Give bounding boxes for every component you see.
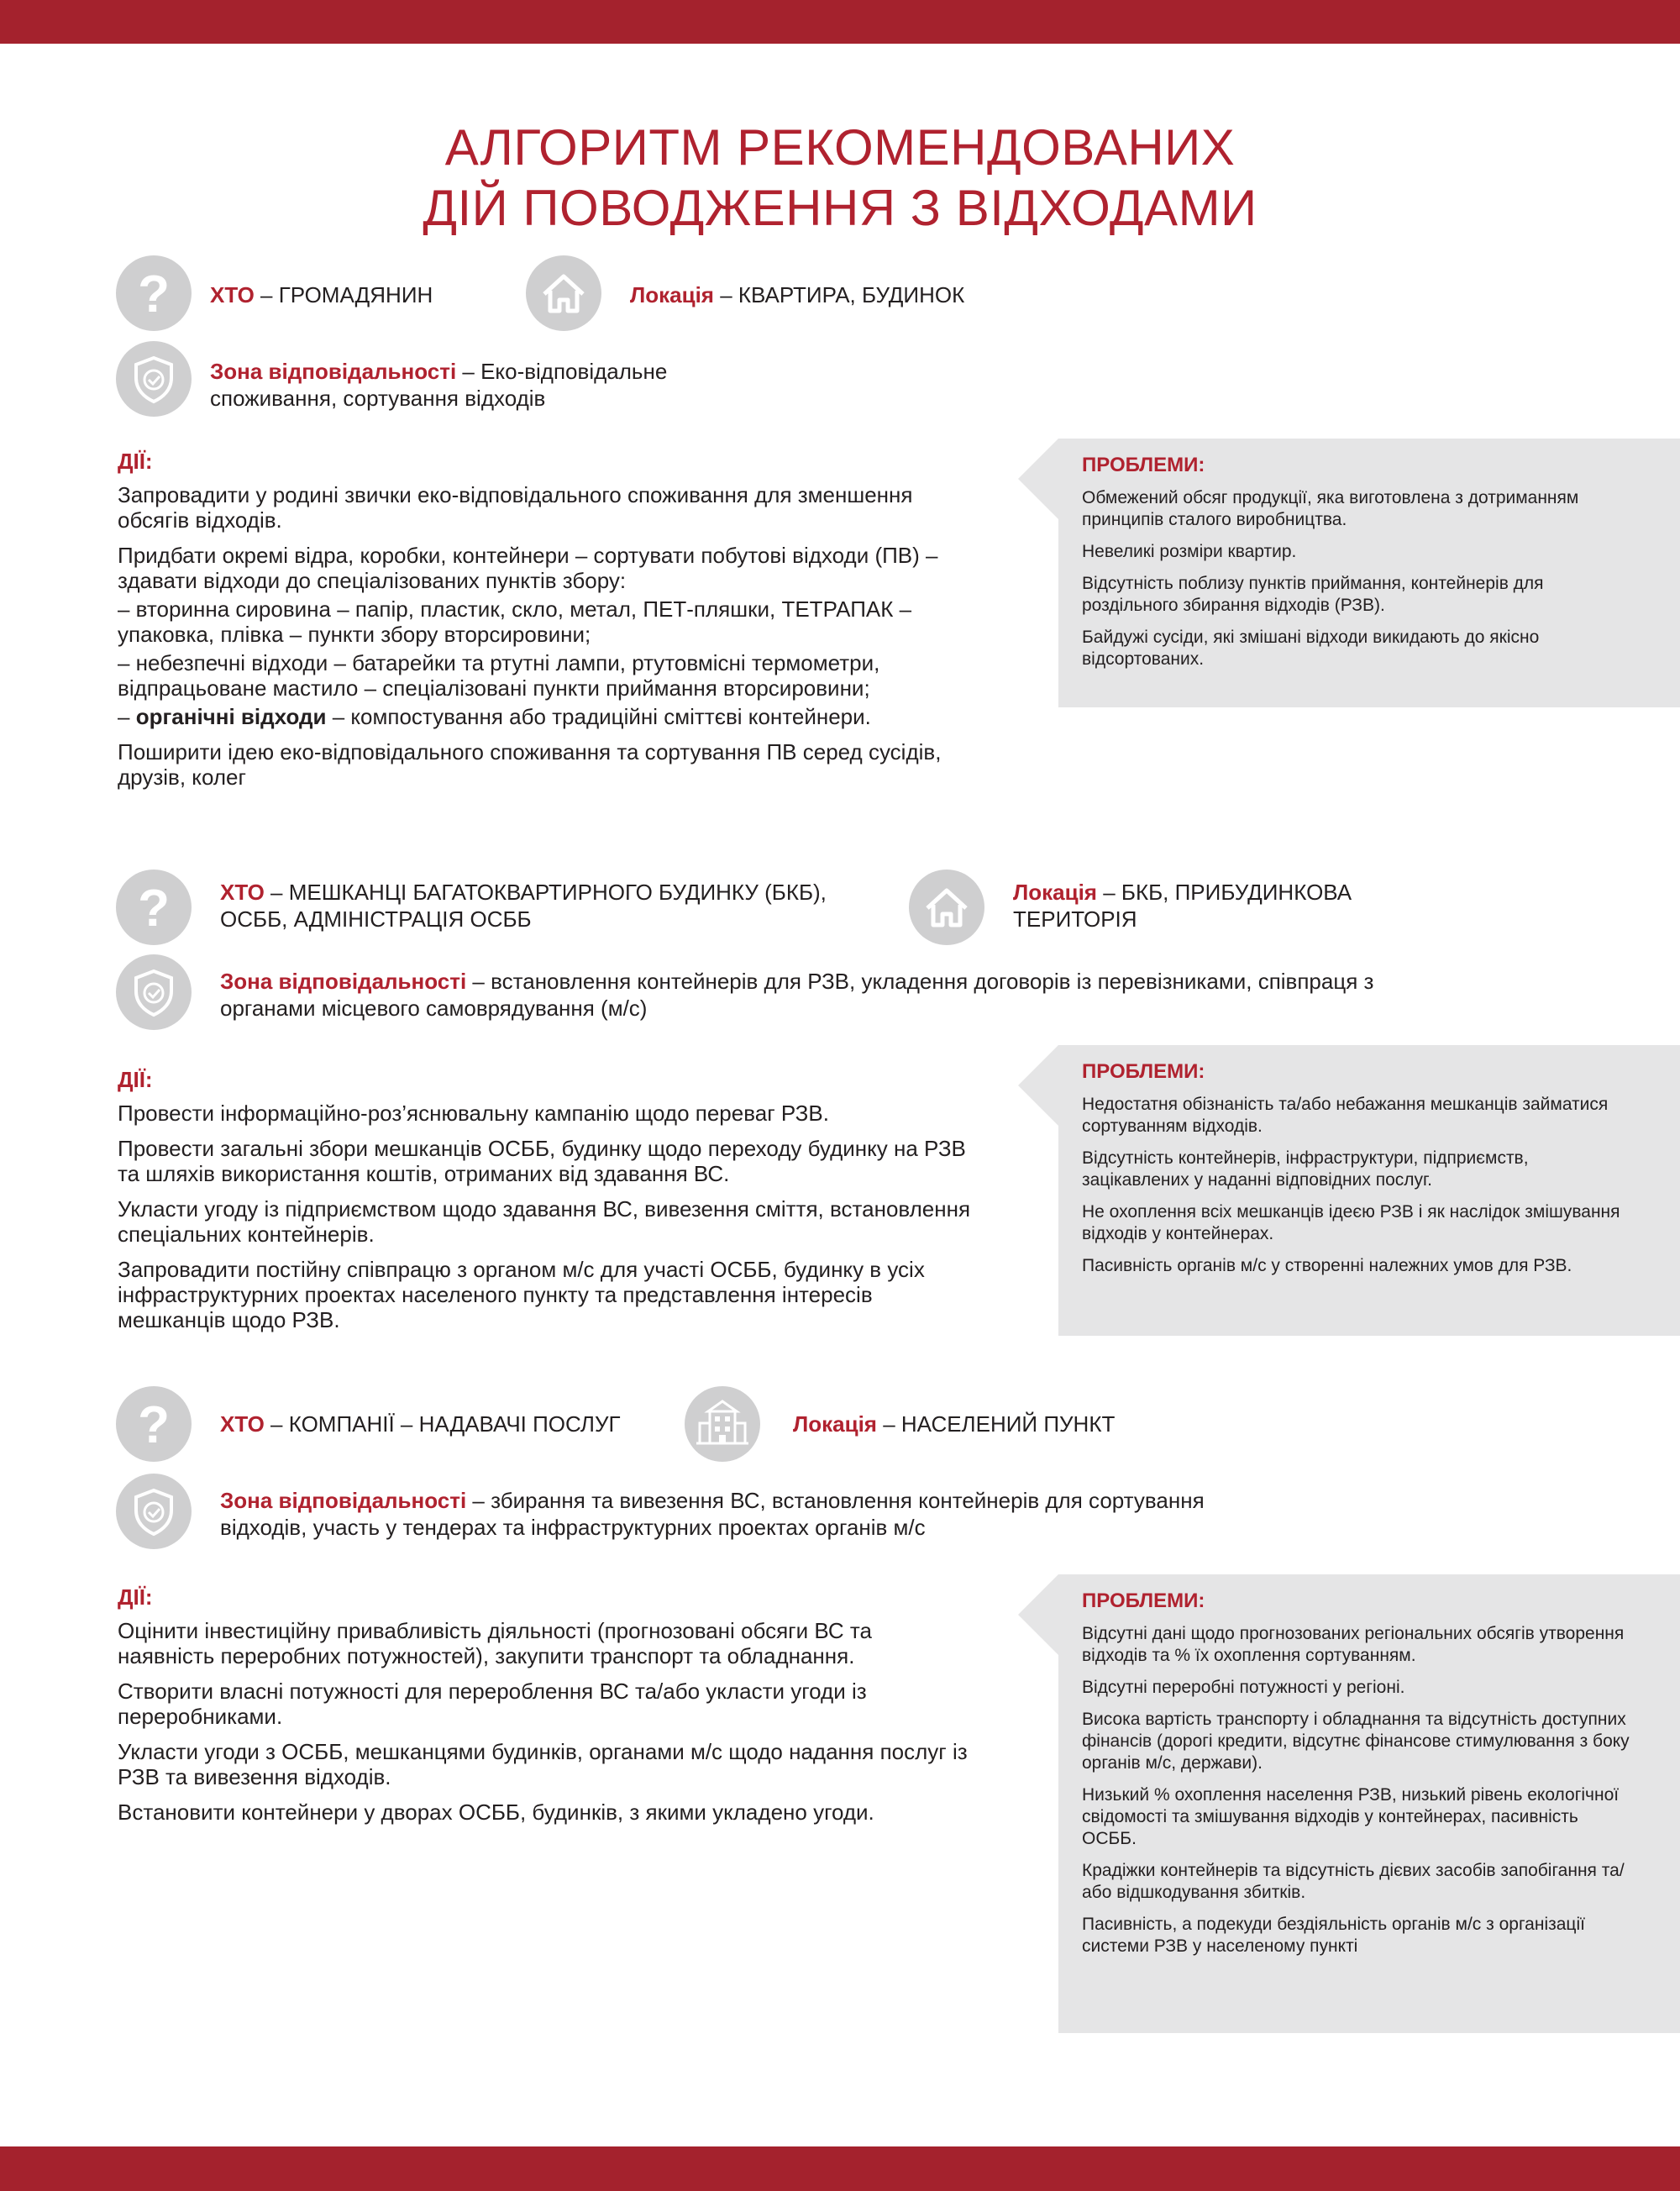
house-icon	[909, 870, 984, 945]
top-banner	[0, 0, 1680, 44]
actions-heading: ДІЇ:	[118, 449, 153, 474]
question-icon	[116, 1386, 192, 1462]
action-item: Встановити контейнери у дворах ОСББ, будинків, з якими укладено угоди.	[118, 1800, 874, 1825]
location-text: – КВАРТИРА, БУДИНОК	[713, 282, 965, 307]
problems-heading: ПРОБЛЕМИ:	[1082, 1589, 1205, 1612]
problem-item: Не охоплення всіх мешканців ідеєю РЗВ і як наслідок змішування відходів у контейнерах.	[1082, 1202, 1620, 1243]
problem-item: Відсутність поблизу пунктів приймання, контейнерів для роздільного збирання відходів (РЗВ).	[1082, 574, 1544, 615]
problem-item: Відсутні дані щодо прогнозованих регіональних обсягів утворення відходів та % їх охоплення сортуванням.	[1082, 1624, 1625, 1665]
location-text: – БКБ, ПРИБУДИНКОВА ТЕРИТОРІЯ	[1013, 880, 1352, 932]
location-label: Локація	[793, 1411, 877, 1437]
problems-panel	[1058, 1045, 1680, 1336]
question-icon	[116, 870, 192, 945]
action-bold-term: органічні відходи	[135, 704, 327, 729]
problem-item: Пасивність органів м/с у створенні належних умов для РЗВ.	[1082, 1256, 1572, 1275]
house-icon	[526, 255, 601, 331]
action-item: Провести інформаційно-роз’яснювальну кампанію щодо переваг РЗВ.	[118, 1101, 829, 1126]
action-item: Поширити ідею еко-відповідального споживання та сортування ПВ серед сусідів, друзів, колег	[118, 739, 942, 790]
action-dash: –	[118, 704, 136, 729]
problem-item: Недостатня обізнаність та/або небажання мешканців займатися сортуванням відходів.	[1082, 1095, 1609, 1136]
action-item: Укласти угоди з ОСББ, мешканцями будинків, органами м/с щодо надання послуг із РЗВ та вивезення відходів.	[118, 1739, 968, 1789]
who-block	[220, 879, 858, 933]
problem-item: Відсутні переробні потужності у регіоні.	[1082, 1678, 1405, 1697]
problem-item: Невеликі розміри квартир.	[1082, 542, 1297, 561]
problems-heading: ПРОБЛЕМИ:	[1082, 454, 1205, 476]
action-item: Створити власні потужності для перероблення ВС та/або укласти угоди із переробниками.	[118, 1679, 867, 1729]
location-label: Локація	[1013, 880, 1097, 905]
who-text: – МЕШКАНЦІ БАГАТОКВАРТИРНОГО БУДИНКУ (БКБ), ОСББ, АДМІНІСТРАЦІЯ ОСББ	[220, 880, 827, 932]
zone-block	[220, 1487, 1270, 1541]
problems-heading: ПРОБЛЕМИ:	[1082, 1060, 1205, 1083]
action-item	[118, 704, 974, 729]
problems-panel	[1058, 439, 1680, 707]
zone-text: – Еко-відповідальне споживання, сортування відходів	[210, 359, 668, 411]
action-rest: – компостування або традиційні сміттєві контейнери.	[326, 704, 871, 729]
who-block	[210, 281, 512, 308]
shield-check-icon	[116, 341, 192, 417]
zone-label: Зона відповідальності	[220, 969, 467, 994]
problem-item: Крадіжки контейнерів та відсутність дієвих засобів запобігання та/або відшкодування збитків.	[1082, 1861, 1625, 1902]
bottom-banner	[0, 2146, 1680, 2191]
actions-block	[118, 1584, 974, 1835]
location-block	[1013, 879, 1366, 933]
zone-label: Зона відповідальності	[210, 359, 457, 384]
shield-check-icon	[116, 954, 192, 1030]
action-item: – вторинна сировина – папір, пластик, скло, метал, ПЕТ-пляшки, ТЕТРАПАК – упаковка, плівка – пункти збору вторсировини;	[118, 596, 912, 647]
action-item: Запровадити постійну співпрацю з органом м/с для участі ОСББ, будинку в усіх інфраструктурних проектах населеного пункту та представлення інтересів мешканців щодо РЗВ.	[118, 1257, 925, 1332]
problems-panel	[1058, 1574, 1680, 2033]
svg-text:?: ?	[138, 880, 170, 938]
who-label: ХТО	[220, 880, 265, 905]
action-item: Провести загальні збори мешканців ОСББ, будинку щодо переходу будинку на РЗВ та шляхів використання коштів, отриманих від здавання ВС.	[118, 1136, 966, 1186]
zone-label: Зона відповідальності	[220, 1488, 467, 1513]
who-text: – ГРОМАДЯНИН	[254, 282, 433, 307]
problem-item: Обмежений обсяг продукції, яка виготовлена з дотриманням принципів сталого виробництва.	[1082, 488, 1579, 529]
action-item: – небезпечні відходи – батарейки та ртутні лампи, ртутовмісні термометри, відпрацьоване мастило – спеціалізовані пункти приймання вторсировини;	[118, 650, 880, 701]
action-item: Укласти угоду із підприємством щодо здавання ВС, вивезення сміття, встановлення спеціальних контейнерів.	[118, 1196, 971, 1247]
shield-check-icon	[116, 1474, 192, 1549]
actions-heading: ДІЇ:	[118, 1584, 153, 1610]
problem-item: Відсутність контейнерів, інфраструктури, підприємств, зацікавлених у наданні відповідних послуг.	[1082, 1148, 1529, 1190]
zone-block	[210, 358, 714, 412]
who-text: – КОМПАНІЇ – НАДАВАЧІ ПОСЛУГ	[264, 1411, 621, 1437]
zone-block	[220, 968, 1463, 1022]
location-text: – НАСЕЛЕНИЙ ПУНКТ	[876, 1411, 1116, 1437]
problem-item: Висока вартість транспорту і обладнання та відсутність доступних фінансів (дорогі кредити, відсутнє фінансове стимулювання з боку органів м/с, держави).	[1082, 1710, 1630, 1773]
actions-heading: ДІЇ:	[118, 1067, 153, 1092]
actions-block	[118, 449, 974, 800]
location-block	[630, 281, 1050, 308]
building-icon	[685, 1386, 760, 1462]
location-label: Локація	[630, 282, 714, 307]
action-item: Оцінити інвестиційну привабливість діяльності (прогнозовані обсяги ВС та наявність переробних потужностей), закупити транспорт та обладнання.	[118, 1618, 872, 1668]
problem-item: Байдужі сусіди, які змішані відходи викидають до якісно відсортованих.	[1082, 628, 1540, 669]
actions-block	[118, 1067, 974, 1342]
who-label: ХТО	[210, 282, 255, 307]
question-icon	[116, 255, 192, 331]
svg-text:?: ?	[138, 265, 170, 323]
zone-text: – збирання та вивезення ВС, встановлення контейнерів для сортування відходів, участь у тендерах та інфраструктурних проектах органів м/с	[220, 1488, 1205, 1540]
location-block	[793, 1411, 1213, 1437]
action-item: Придбати окремі відра, коробки, контейнери – сортувати побутові відходи (ПВ) – здавати відходи до спеціалізованих пунктів збору:	[118, 543, 938, 593]
zone-text: – встановлення контейнерів для РЗВ, укладення договорів із перевізниками, співпраця з органами місцевого самоврядування (м/с)	[220, 969, 1374, 1021]
problem-item: Пасивність, а подекуди бездіяльність органів м/с з організації системи РЗВ у населеному пункті	[1082, 1915, 1585, 1956]
svg-text:?: ?	[138, 1396, 170, 1454]
action-item: Запровадити у родині звички еко-відповідального споживання для зменшення обсягів відходів.	[118, 482, 913, 533]
page-title-line-1: АЛГОРИТМ РЕКОМЕНДОВАНИХ	[444, 119, 1236, 176]
page-title	[0, 118, 1680, 239]
who-block	[220, 1411, 640, 1437]
problem-item: Низький % охоплення населення РЗВ, низький рівень екологічної свідомості та змішування відходів у контейнерах, пасивність ОСББ.	[1082, 1785, 1620, 1848]
page-title-line-2: ДІЙ ПОВОДЖЕННЯ З ВІДХОДАМИ	[423, 180, 1257, 236]
who-label: ХТО	[220, 1411, 265, 1437]
